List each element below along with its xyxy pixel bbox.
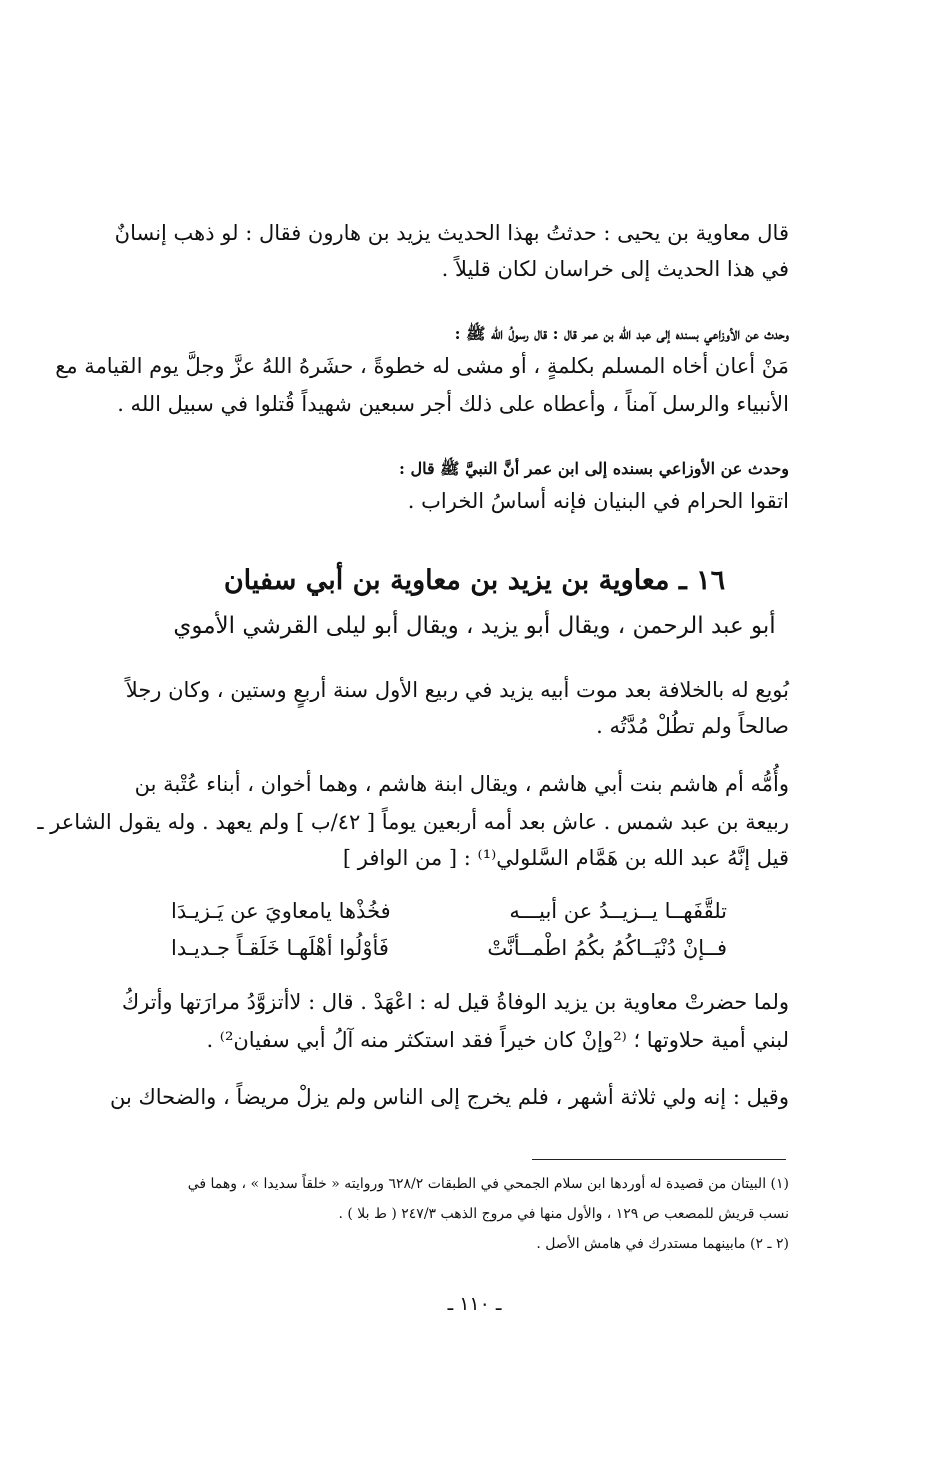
hadith-2-text: اتقوا الحرام في البنيان فإنه أساسُ الخراب . xyxy=(407,489,789,513)
footnote-1-line-1: (١) البيتان من قصيدة له أوردها ابن سلام الجمحي في الطبقات ٦٢٨/٢ وروايته « خلقاً سديدا » ، وهما في xyxy=(187,1176,789,1192)
paragraph-1-line-1: قال معاوية بن يحيى : حدثتُ بهذا الحديث يزيد بن هارون فقال : لو ذهب إنسانٌ xyxy=(114,221,789,245)
paragraph-2-line-1: بُويع له بالخلافة بعد موت أبيه يزيد في ربيع الأول سنة أربعٍ وستين ، وكان رجلاً xyxy=(125,678,789,702)
paragraph-5-line-1: وقيل : إنه ولي ثلاثة أشهر ، فلم يخرج إلى الناس ولم يزلْ مريضاً ، والضحاك بن xyxy=(109,1085,789,1109)
paragraph-3-line-3: قيل إنَّهُ عبد الله بن هَمَّام السَّلولي⁽¹⁾ : [ من الوافر ] xyxy=(342,846,789,870)
paragraph-4-line-1: ولما حضرتْ معاوية بن يزيد الوفاةُ قيل له : اعْهَدْ . قال : لاأتزوَّدُ مرارَتها وأتركُ xyxy=(121,990,789,1014)
hadith-1-line-2: الأنبياء والرسل آمناً ، وأعطاه على ذلك أجر سبعين شهيداً قُتلوا في سبيل الله . xyxy=(117,392,789,416)
verse-2-first-hemistich: فــإنْ دُنْيَــاكُمُ بكُمُ اطْمــأنَّتْ xyxy=(487,936,727,960)
hadith-1-line-1: مَنْ أعان أخاه المسلم بكلمةٍ ، أو مشى له خطوةً ، حشَرهُ اللهُ عزَّ وجلَّ يوم القيامة مع xyxy=(55,354,789,378)
footnote-divider xyxy=(532,1159,786,1160)
hadith-2-chain: وحدث عن الأوزاعي بسنده إلى ابن عمر أنَّ النبيَّ ﷺ قال : xyxy=(398,459,789,478)
footnote-1-line-2: نسب قريش للمصعب ص ١٢٩ ، والأول منها في مروج الذهب ٢٤٧/٣ ( ط بلا ) . xyxy=(338,1206,789,1222)
paragraph-4-line-2: لبني أمية حلاوتها ؛ ⁽²وإنْ كان خيراً فقد استكثر منه آلُ أبي سفيان²⁾ . xyxy=(206,1028,789,1052)
page-number: ـ ١١٠ ـ xyxy=(447,1293,502,1315)
verse-2-second-hemistich: فَأوْلُوا أهْلَهـا خَلَقـاً جـديـدا xyxy=(171,936,389,960)
paragraph-3-line-2: ربيعة بن عبد شمس . عاش بعد أمه أربعين يوماً [ ٤٢/ب ] ولم يعهد . وله يقول الشاعر ـ xyxy=(37,810,789,834)
verse-1-first-hemistich: تلقَّفَهــا يــزيــدُ عن أبيـــه xyxy=(509,899,727,923)
verse-1-second-hemistich: فخُذْها يامعاويَ عن يَـزيـدَا xyxy=(171,899,391,923)
biography-subheading: أبو عبد الرحمن ، ويقال أبو يزيد ، ويقال أبو ليلى القرشي الأموي xyxy=(173,613,776,639)
paragraph-2-line-2: صالحاً ولم تطُلْ مُدَّتُه . xyxy=(596,714,789,738)
biography-heading: ١٦ ـ معاوية بن يزيد بن معاوية بن أبي سفيان xyxy=(223,565,726,596)
hadith-1-chain: وحدث عن الأوزاعي بسنده إلى عبد الله بن عمر قال : قال رسولُ الله ﷺ : xyxy=(454,324,789,343)
paragraph-1-line-2: في هذا الحديث إلى خراسان لكان قليلاً . xyxy=(441,257,789,281)
footnote-2: (٢ ـ ٢) مابينهما مستدرك في هامش الأصل . xyxy=(536,1236,789,1252)
paragraph-3-line-1: وأُمُّه أم هاشم بنت أبي هاشم ، ويقال ابنة هاشم ، وهما أخوان ، أبناء عُتْبة بن xyxy=(134,772,789,796)
